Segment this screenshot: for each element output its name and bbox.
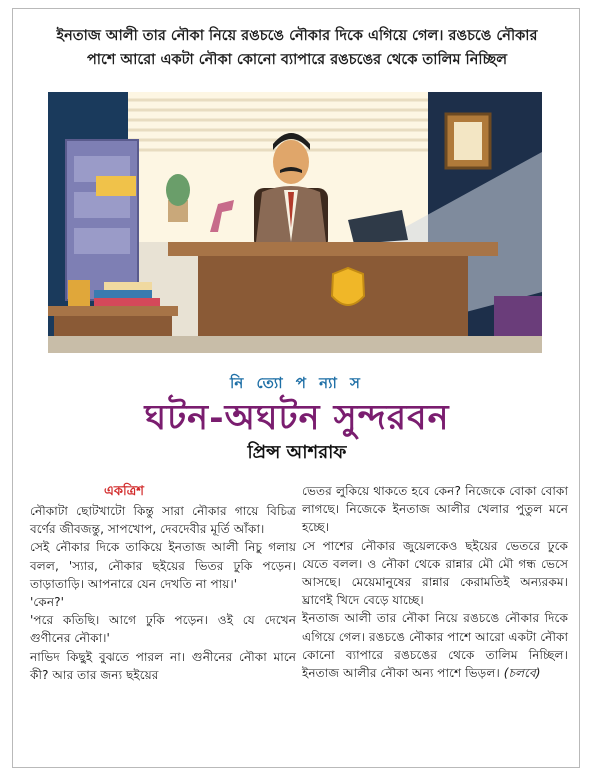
plant-leaves bbox=[166, 174, 190, 206]
author-name: প্রিন্স আশরাফ bbox=[247, 442, 347, 463]
paragraph: নাভিদ কিছুই বুঝতে পারল না। গুনীনের নৌকা মানে কী? আর তার জন্য ছইয়ের bbox=[30, 649, 296, 682]
detective-office-illustration bbox=[48, 92, 542, 353]
continued-label: (চলবে) bbox=[503, 666, 541, 681]
badge-icon bbox=[332, 268, 364, 305]
paragraph bbox=[302, 609, 568, 682]
pull-quote bbox=[30, 24, 564, 72]
certificate-paper bbox=[454, 122, 482, 160]
book-blue bbox=[94, 290, 152, 298]
paragraph-text: ইনতাজ আলী তার নৌকা নিয়ে রঙচঙে নৌকার দিকে এগিয়ে গেল। রঙচঙে নৌকার পাশে আরো একটা নৌকা কোনো ব্যাপারে রঙচঙের থেকে তালিম নিচ্ছিল। ইনতাজ আলীর নৌকা অন্য পাশে ভিড়ল। bbox=[302, 611, 568, 681]
pull-quote-line-2: পাশে আরো একটা নৌকা কোনো ব্যাপারে রঙচঙের থেকে তালিম নিচ্ছিল bbox=[86, 52, 508, 68]
book-red bbox=[94, 298, 160, 306]
floor bbox=[48, 336, 542, 353]
pencil-cup bbox=[68, 280, 90, 306]
folder-stack bbox=[96, 176, 136, 196]
desk-top bbox=[168, 242, 498, 256]
paragraph: সেই নৌকার দিকে তাকিয়ে ইনতাজ আলী নিচু গলায় বলল, 'স্যার, নৌকার ছইয়ের ভিতর ঢুকি পড়েন। তাড়াতাড়ি। আপনারে যেন দেখতি না পায়।' bbox=[30, 540, 296, 591]
right-text-column bbox=[302, 482, 568, 682]
paragraph: ভেতর লুকিয়ে থাকতে হবে কেন? নিজেকে বোকা বোকা লাগছে। নিজেকে ইনতাজ আলীর খেলার পুতুল মনে হচ্ছে। bbox=[302, 484, 568, 535]
cabinet-drawer-3 bbox=[74, 228, 130, 254]
chapter-heading: একত্রিশ bbox=[104, 484, 144, 499]
detective-face bbox=[273, 140, 309, 184]
paragraph: 'কেন?' bbox=[30, 595, 64, 610]
story-title: ঘটন-অঘটন সুন্দরবন bbox=[144, 397, 450, 438]
paragraph: 'পরে কতিছি। আগে ঢুকি পড়েন। ওই যে দেখেন গুণীনের নৌকা।' bbox=[30, 613, 296, 646]
left-text-column bbox=[30, 482, 296, 684]
pull-quote-line-1: ইনতাজ আলী তার নৌকা নিয়ে রঙচঙে নৌকার দিকে এগিয়ে গেল। রঙচঙে নৌকার bbox=[56, 28, 538, 44]
book-cream bbox=[104, 282, 152, 290]
series-label: নি ত্যো প ন্যা স bbox=[230, 374, 364, 392]
paragraph: নৌকাটা ছোটখাটো কিন্তু সারা নৌকার গায়ে বিচিত্র বর্ণের জীবজন্তু, সাপখোপ, দেবদেবীর মূর্তি আঁকা। bbox=[30, 504, 296, 537]
paragraph: সে পাশের নৌকার জুয়েলকেও ছইয়ের ভেতরে ঢুকে যেতে বলল। ও নৌকা থেকে রান্নার মৌ মৌ গন্ধ ভেসে আসছে। মেয়েমানুষের রান্নার কেরামতিই অন্যরকম। ঘ্রাণেই খিদে বেড়ে যাচ্ছে। bbox=[302, 538, 568, 608]
side-table bbox=[48, 306, 178, 316]
sofa bbox=[494, 296, 542, 340]
